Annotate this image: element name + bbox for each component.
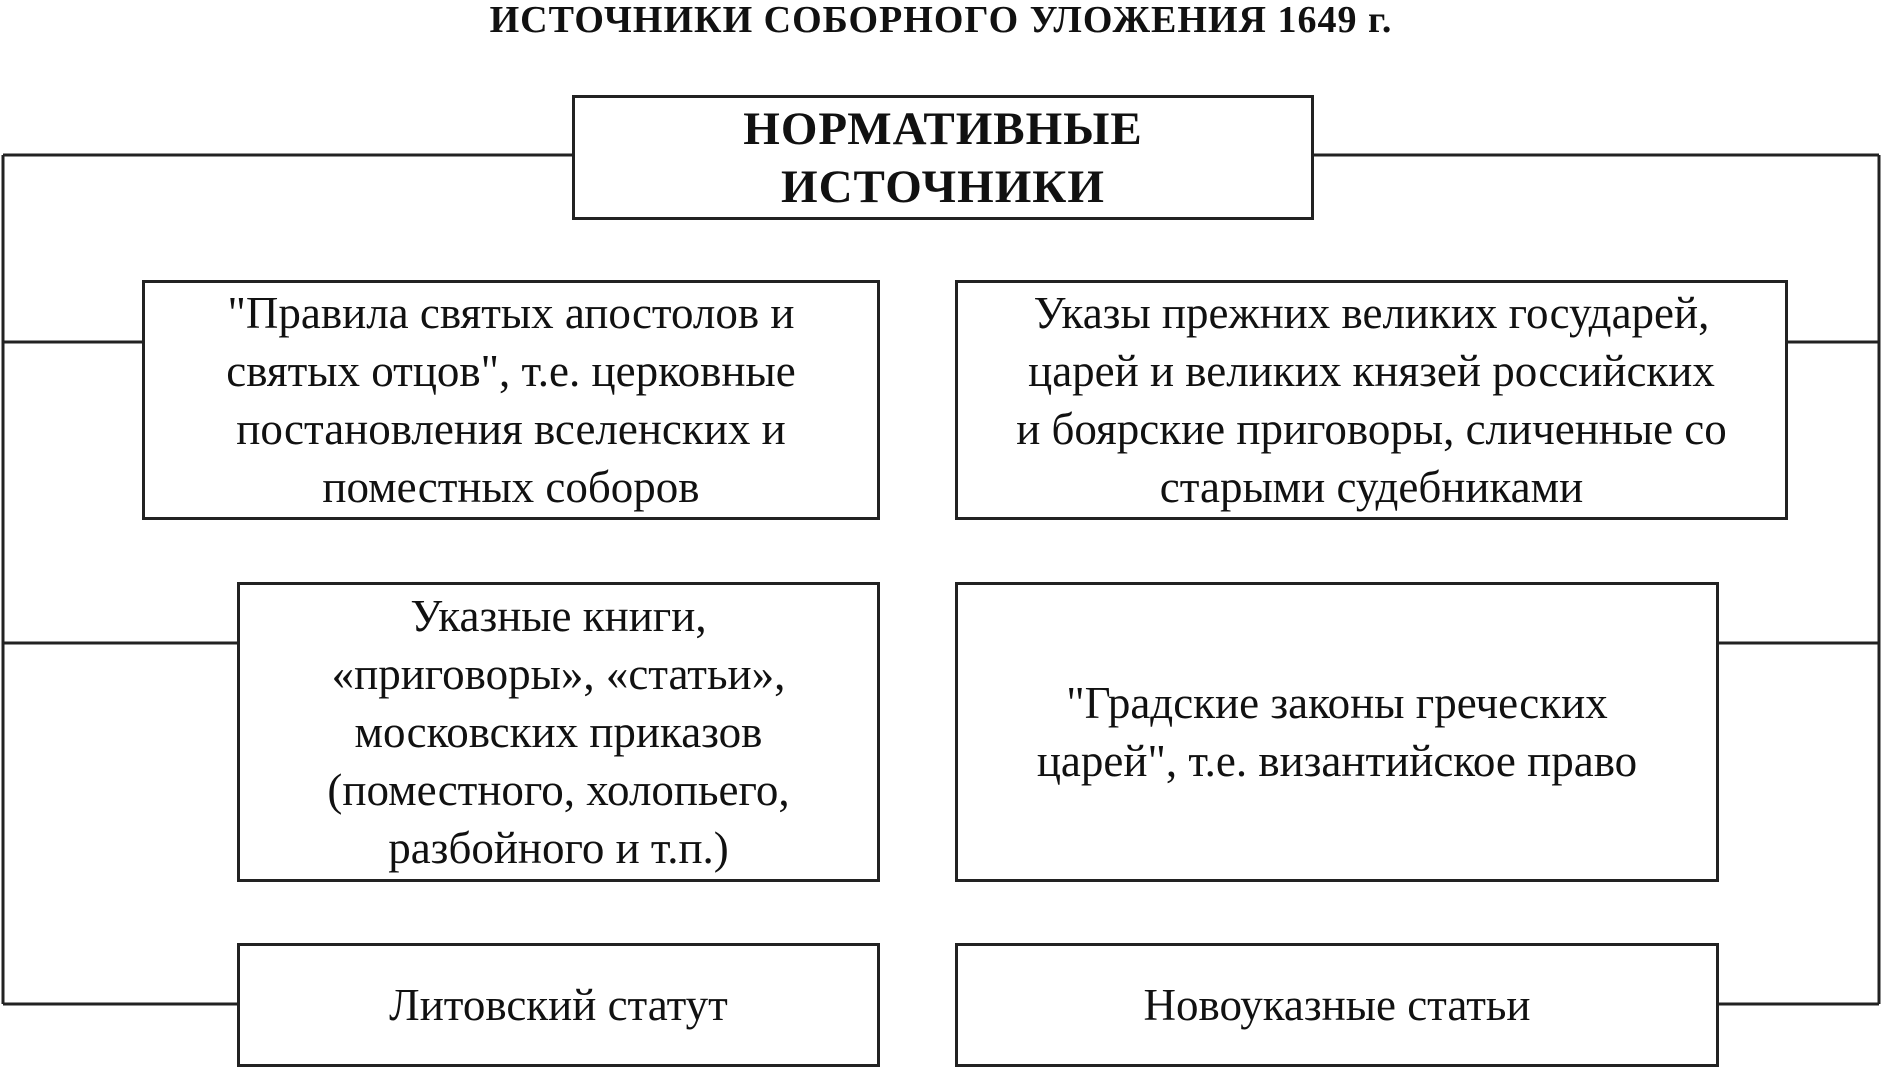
source-node-apostolic-rules <box>142 280 880 520</box>
source-node-label: "Правила святых апостолов и святых отцов", т.е. церковные постановления вселенских и поместных соборов <box>226 288 796 512</box>
source-node-new-decree-articles <box>955 943 1719 1067</box>
source-node-label: "Градские законы греческих царей", т.е. византийское право <box>1036 678 1638 786</box>
source-node-prikaz-books <box>237 582 880 882</box>
diagram-title: ИСТОЧНИКИ СОБОРНОГО УЛОЖЕНИЯ 1649 г. <box>489 0 1393 41</box>
root-node-label: НОРМАТИВНЫЕ ИСТОЧНИКИ <box>743 102 1143 213</box>
source-node-label: Новоуказные статьи <box>1143 980 1531 1030</box>
source-node-tsar-decrees <box>955 280 1788 520</box>
source-node-label: Указы прежних великих государей, царей и великих князей российских и боярские приговоры, сличенные со старыми судебниками <box>1016 288 1727 512</box>
source-node-lithuanian-statute <box>237 943 880 1067</box>
source-node-label: Литовский статут <box>389 980 728 1030</box>
source-node-byzantine-law <box>955 582 1719 882</box>
source-node-label: Указные книги, «приговоры», «статьи», московских приказов (поместного, холопьего, разбойного и т.п.) <box>327 591 790 873</box>
root-node-normative-sources <box>572 95 1314 220</box>
